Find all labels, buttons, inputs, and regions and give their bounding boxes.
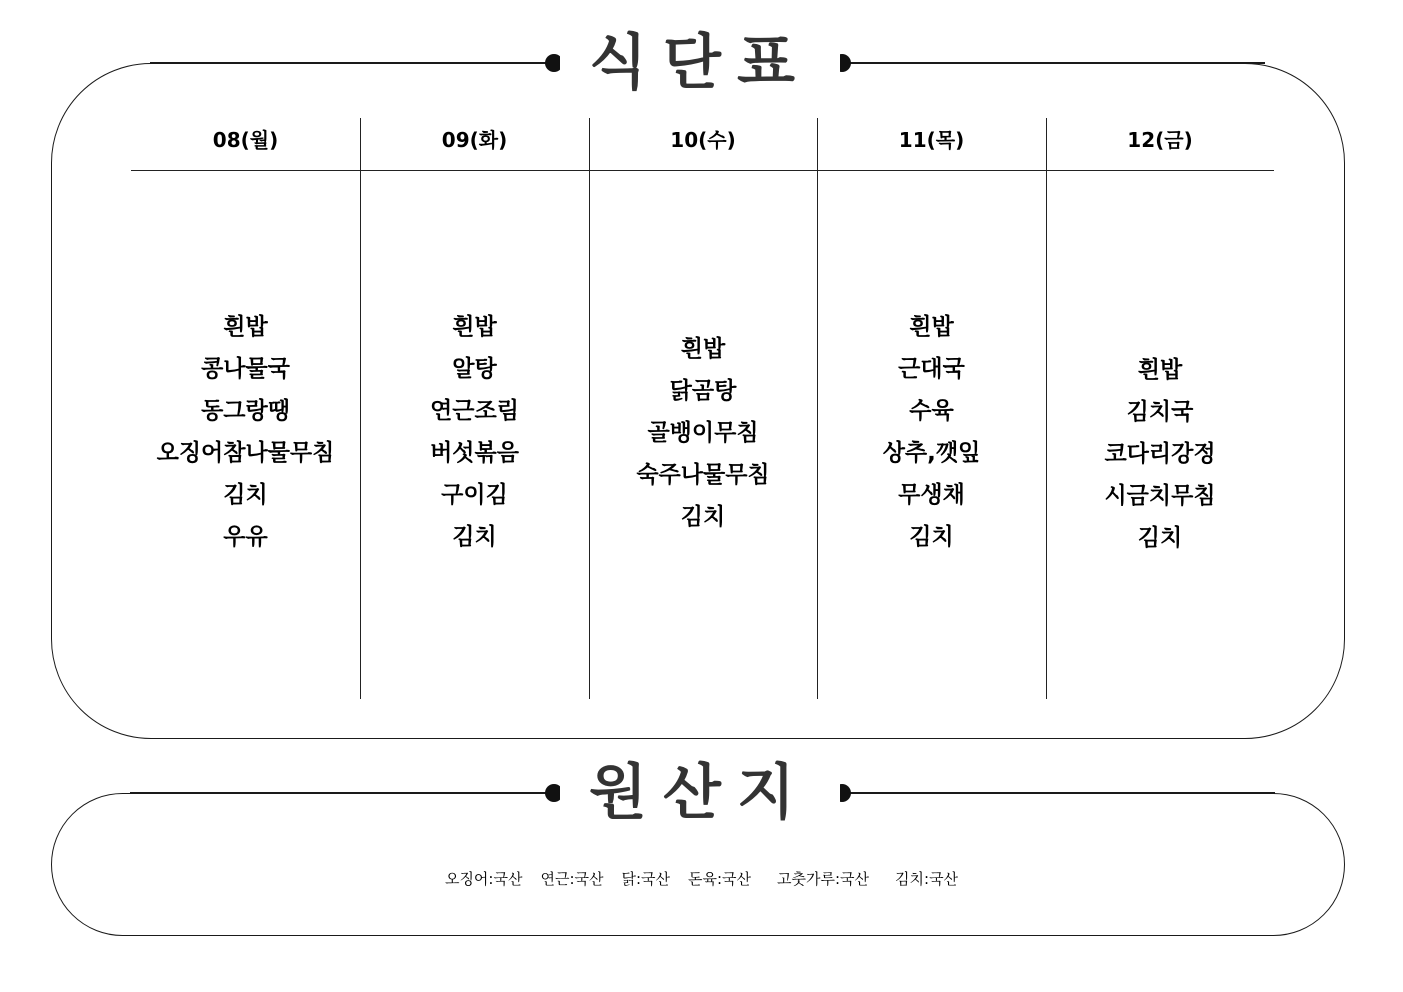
origin-title: 원산지 — [560, 758, 840, 828]
dish-list — [360, 306, 589, 558]
origin-item: 김치:국산 — [895, 870, 959, 888]
origin-item: 닭:국산 — [621, 870, 671, 888]
dish-item: 무생채 — [898, 482, 965, 508]
dish-item: 코다리강정 — [1104, 441, 1216, 467]
day-header: 10(수) — [670, 128, 736, 152]
dish-item: 콩나물국 — [201, 356, 290, 382]
dish-item: 동그랑땡 — [201, 398, 290, 424]
dish-item: 골뱅이무침 — [647, 420, 759, 446]
dish-item: 알탕 — [452, 356, 497, 382]
day-column-mon — [131, 118, 360, 699]
title-left-line — [150, 62, 554, 64]
day-header: 09(화) — [441, 128, 508, 152]
dish-item: 오징어참나물무침 — [156, 440, 335, 466]
dish-item: 김치 — [452, 524, 497, 550]
dish-item: 구이김 — [441, 482, 508, 508]
dish-list — [817, 306, 1046, 558]
title-left-line — [130, 792, 554, 794]
dish-item: 흰밥 — [452, 314, 497, 340]
day-header: 08(월) — [212, 128, 279, 152]
menu-table — [131, 118, 1274, 699]
origin-item: 돈육:국산 — [688, 870, 752, 888]
day-column-wed — [589, 118, 817, 699]
dish-item: 김치 — [1137, 525, 1183, 551]
dish-item: 김치국 — [1126, 399, 1194, 425]
dish-item: 흰밥 — [680, 336, 726, 362]
dish-item: 우유 — [223, 524, 268, 550]
dish-item: 상추,깻잎 — [882, 440, 981, 466]
dish-item: 시금치무침 — [1104, 483, 1216, 509]
dish-list — [131, 306, 360, 558]
dish-item: 닭곰탕 — [669, 378, 737, 404]
origin-list — [0, 866, 1403, 892]
dish-list — [1046, 349, 1274, 559]
dish-item: 김치 — [680, 504, 726, 530]
day-header: 11(목) — [898, 128, 965, 152]
dish-item: 김치 — [223, 482, 268, 508]
dish-item: 흰밥 — [223, 314, 268, 340]
menu-title: 식단표 — [560, 28, 840, 98]
origin-item: 연근:국산 — [540, 870, 604, 888]
dish-item: 연근조림 — [430, 398, 519, 424]
dish-list — [589, 328, 817, 538]
title-right-line — [842, 792, 1275, 794]
dish-item: 숙주나물무침 — [636, 462, 770, 488]
day-column-thu — [817, 118, 1046, 699]
dish-item: 근대국 — [898, 356, 965, 382]
day-header: 12(금) — [1127, 128, 1193, 152]
day-column-fri — [1046, 118, 1274, 699]
dish-item: 버섯볶음 — [430, 440, 519, 466]
origin-item: 오징어:국산 — [444, 870, 523, 888]
dish-item: 흰밥 — [1137, 357, 1183, 383]
day-column-tue — [360, 118, 589, 699]
dish-item: 흰밥 — [909, 314, 954, 340]
dish-item: 김치 — [909, 524, 954, 550]
title-right-line — [842, 62, 1265, 64]
dish-item: 수육 — [909, 398, 954, 424]
origin-item: 고춧가루:국산 — [777, 870, 870, 888]
